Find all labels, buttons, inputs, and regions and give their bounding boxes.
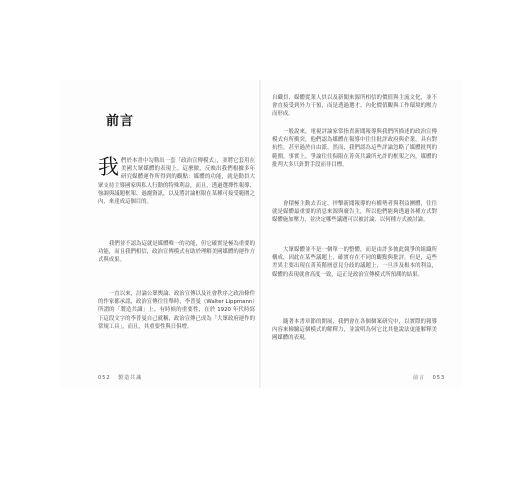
- running-title: 製造共識: [118, 375, 143, 381]
- paragraph-text: 們於本書中勾勒出一套「政治宣傳模式」，並將它套用在美國大眾媒體的表現上。這麼做，反映出我們根據多年研究媒體運作所得到的觀點：媒體的功能，就是動員大眾支持主導國家與私人行動的特殊利益，而且，透過選擇性報導、強調與議題框架、過濾資訊，以及將討論框限在某種可接受範圍之內，來達成這個目的。: [98, 158, 255, 206]
- left-page: [60, 80, 257, 388]
- opening-paragraph: [98, 157, 255, 206]
- page-number: 052: [98, 375, 111, 381]
- running-title: 前言: [413, 375, 426, 381]
- right-folio: [413, 374, 445, 381]
- paragraph-text: 一直以來，討論公眾輿論、政治宣傳以及社會秩序之政治條件的作家都承認，政治宣傳往往舉時，李普曼（Walter Lippmann）所謂的「製造共識」上。有時候的重要性，在於 1920 年代時寫下這段文字的李普曼自己就稱，政治宣傳已成為「大眾政府運作的常規工具」，而且，其重要性與日俱增。: [98, 291, 255, 330]
- paragraph-text: 自職員、媒體從業人員以及新聞來源所相信的價值與主流文化，並不會直接受到外力干預，而是透過選才、內化價值觀與工作環境的壓力而形成。: [272, 95, 437, 118]
- paragraph-text: 會積極主動去否定、抨擊新聞報導的有權勢者與利益團體，往往就是媒體最重要的消息來源與廣告主，所以他們能夠透過各種方式對媒體施加壓力，並決定哪些議題可以被討論、以何種方式被討論。: [272, 201, 437, 224]
- paragraph-text: 大眾媒體並不是一個單一的整體，而是由許多彼此競爭的組織所構成，因此在某些議題上，確實存在不同的觀點與批評。但是，這些差異主要出現在菁英階層意見分歧的議題上，一旦涉及根本的利益，媒體的表現就會高度一致，這正是政治宣傳模式所預測的結果。: [272, 247, 437, 278]
- page-number: 053: [432, 375, 446, 381]
- paragraph-text: 我們並不認為這就是媒體唯一的功能，但它確實是極為重要的功能，而且我們相信，政治宣傳模式有助於理解美國媒體的運作方式與成果。: [98, 241, 255, 264]
- paragraph-text: 一般說來，電視評論家常指責新聞報導與我們所描述的政治宣傳模式有所衝突，他們認為媒體在報導中往往批評政府與企業，具有對抗性，甚至過於自由派。然而，我們認為這些評論忽略了媒體批判的範圍，事實上，爭論往往侷限在菁英共識所允許的框架之內，媒體的批判大多只針對手段而非目標。: [272, 129, 437, 168]
- paragraph-text: 隨著本書章節的開展，我們會在各個個案研究中，以實際的報導內容來檢驗這個模式的解釋力，並說明為何它比其他說法更能解釋美國媒體的表現。: [272, 319, 437, 342]
- left-folio: [98, 374, 142, 381]
- chapter-title: 前言: [106, 114, 135, 129]
- book-gutter: [259, 80, 261, 388]
- drop-cap: 我: [98, 155, 119, 179]
